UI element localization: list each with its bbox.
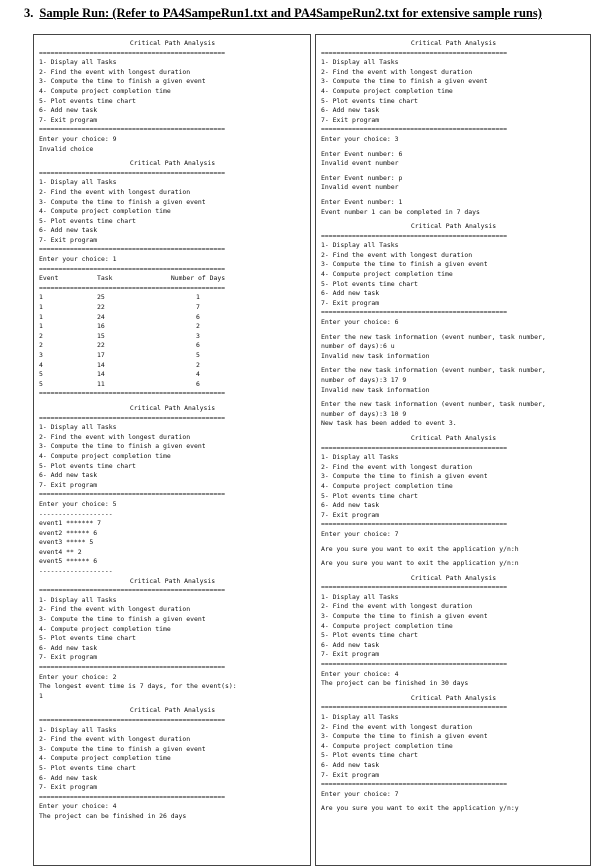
menu-item: 5- Plot events time chart (321, 751, 418, 760)
menu-title: Critical Path Analysis (129, 576, 216, 585)
menu-item: 6- Add new task (39, 773, 98, 782)
menu-item: 5- Plot events time chart (39, 461, 136, 470)
menu-separator: ================================================ (39, 245, 226, 254)
menu-item: 6- Add new task (39, 471, 98, 480)
menu-item: 1- Display all Tasks (321, 453, 399, 462)
menu-item: 7- Exit program (39, 115, 98, 124)
output-line: The project can be finished in 30 days (321, 679, 469, 688)
menu-item: 7- Exit program (321, 510, 380, 519)
menu-separator: ================================================ (39, 168, 226, 177)
sample-run-left-panel (33, 34, 311, 866)
menu-item: 2- Find the event with longest duration (321, 602, 473, 611)
menu-item: 3- Compute the time to finish a given event (39, 615, 206, 624)
table-cell: 17 (97, 351, 105, 359)
menu-item: 4- Compute project completion time (39, 207, 171, 216)
table-cell: 2 (196, 322, 200, 331)
menu-title: Critical Path Analysis (129, 39, 216, 47)
table-cell: 15 (97, 331, 105, 340)
table-row (39, 380, 306, 390)
table-cell: 5 (39, 370, 43, 379)
menu-item: 3- Compute the time to finish a given event (321, 260, 488, 269)
menu-item: 4- Compute project completion time (39, 624, 171, 633)
table-cell: 16 (97, 322, 105, 331)
table-header (39, 274, 306, 284)
menu-separator: ================================================ (39, 663, 226, 671)
menu-separator: ================================================ (321, 48, 508, 57)
menu-item: 4- Compute project completion time (39, 754, 171, 763)
menu-title: Critical Path Analysis (129, 403, 216, 412)
table-cell: 3 (196, 331, 200, 340)
menu-item: 4- Compute project completion time (321, 621, 453, 630)
menu-separator: ================================================ (39, 715, 226, 724)
table-cell: 11 (97, 379, 105, 388)
table-cell: 14 (97, 360, 105, 369)
table-row (39, 370, 306, 380)
menu-item: 3- Compute the time to finish a given event (321, 612, 488, 621)
choice-line: Enter your choice: 4 (321, 669, 399, 678)
choice-line: Enter your choice: 9 (39, 134, 117, 143)
table-cell: 2 (39, 331, 43, 340)
menu-separator: ================================================ (39, 490, 226, 499)
table-row (39, 313, 306, 323)
menu-separator: ================================================ (39, 413, 226, 422)
menu-item: 7- Exit program (321, 298, 380, 307)
error-message: Invalid event number (321, 183, 399, 192)
menu-item: 7- Exit program (39, 480, 98, 489)
prompt-line: Enter the new task information (event number, task number, (321, 400, 546, 409)
menu-item: 6- Add new task (321, 289, 380, 298)
menu-separator: ================================================ (321, 520, 508, 529)
chart-row: event4 ** 2 (39, 547, 82, 556)
table-cell: 2 (39, 341, 43, 350)
menu-separator: ================================================ (321, 780, 508, 789)
menu-item: 3- Compute the time to finish a given event (321, 472, 488, 481)
menu-item: 6- Add new task (39, 643, 98, 652)
menu-item: 2- Find the event with longest duration (39, 432, 191, 441)
menu-item: 4- Compute project completion time (39, 86, 171, 95)
prompt-line: Enter Event number: 1 (321, 197, 403, 206)
menu-item: 2- Find the event with longest duration (321, 462, 473, 471)
menu-item: 1- Display all Tasks (321, 58, 399, 67)
table-cell: 1 (39, 293, 43, 302)
menu-item: 1- Display all Tasks (39, 595, 117, 604)
menu-item: 1- Display all Tasks (39, 178, 117, 187)
error-message: Invalid new task information (321, 351, 430, 360)
menu-item: 1- Display all Tasks (321, 713, 399, 721)
menu-title: Critical Path Analysis (410, 693, 497, 702)
table-row (39, 361, 306, 371)
menu-item: 3- Compute the time to finish a given event (39, 744, 206, 753)
menu-item: 2- Find the event with longest duration (39, 605, 191, 614)
menu-item: 3- Compute the time to finish a given event (321, 77, 488, 86)
menu-item: 7- Exit program (321, 650, 380, 659)
chart-row: event5 ****** 6 (39, 557, 98, 566)
menu-item: 5- Plot events time chart (39, 96, 136, 105)
menu-item: 5- Plot events time chart (39, 763, 136, 772)
menu-separator: ================================================ (321, 308, 508, 317)
section-number: 3. (24, 6, 34, 20)
table-row (39, 303, 306, 313)
menu-item: 3- Compute the time to finish a given event (321, 732, 488, 741)
output-line: Event number 1 can be completed in 7 days (321, 207, 480, 216)
error-message: Invalid event number (321, 159, 399, 168)
prompt-line: Are you sure you want to exit the application y/n:h (321, 544, 519, 553)
table-cell: 6 (196, 341, 200, 350)
table-cell: 7 (196, 303, 200, 312)
menu-item: 3- Compute the time to finish a given event (39, 77, 206, 86)
menu-item: 6- Add new task (321, 640, 380, 649)
menu-item: 7- Exit program (321, 770, 380, 779)
table-cell: 1 (39, 303, 43, 312)
table-cell: 25 (97, 293, 105, 302)
menu-item: 6- Add new task (39, 226, 98, 235)
menu-item: 7- Exit program (321, 115, 380, 124)
menu-item: 1- Display all Tasks (39, 58, 117, 67)
error-message: Invalid choice (39, 144, 94, 153)
menu-separator: ================================================ (321, 125, 508, 134)
menu-item: 1- Display all Tasks (321, 241, 399, 250)
menu-title: Critical Path Analysis (410, 433, 497, 442)
menu-title: Critical Path Analysis (410, 573, 497, 582)
sample-run-right-panel (315, 34, 591, 866)
menu-item: 7- Exit program (39, 235, 98, 244)
table-cell: 14 (97, 370, 105, 379)
menu-item: 5- Plot events time chart (321, 491, 418, 500)
menu-separator: ================================================ (39, 792, 226, 801)
table-cell: 1 (39, 312, 43, 321)
output-line: New task has been added to event 3. (321, 419, 457, 428)
menu-item: 4- Compute project completion time (321, 86, 453, 95)
table-cell: 22 (97, 341, 105, 350)
menu-item: 4- Compute project completion time (39, 451, 171, 460)
menu-item: 2- Find the event with longest duration (321, 250, 473, 259)
table-row (39, 332, 306, 342)
menu-item: 6- Add new task (321, 760, 380, 769)
table-header-cell: Number of Days (170, 274, 226, 283)
menu-item: 5- Plot events time chart (321, 96, 418, 105)
prompt-line: number of days):3 17 9 (321, 376, 407, 384)
menu-item: 1- Display all Tasks (39, 423, 117, 432)
menu-item: 3- Compute the time to finish a given event (39, 197, 206, 206)
menu-item: 5- Plot events time chart (321, 279, 418, 288)
menu-item: 1- Display all Tasks (321, 592, 399, 601)
table-cell: 3 (39, 351, 43, 359)
choice-line: Enter your choice: 6 (321, 318, 399, 327)
menu-item: 5- Plot events time chart (321, 631, 418, 640)
chart-row: event1 ******* 7 (39, 519, 102, 528)
table-cell: 5 (196, 351, 200, 359)
menu-item: 2- Find the event with longest duration (39, 67, 191, 76)
menu-separator: ================================================ (321, 583, 508, 592)
menu-item: 7- Exit program (39, 653, 98, 662)
chart-row: event3 ***** 5 (39, 538, 94, 547)
menu-separator: ================================================ (321, 231, 508, 240)
menu-separator: ================================================ (39, 586, 226, 595)
prompt-line: Enter Event number: p (321, 173, 403, 182)
table-row (39, 322, 306, 332)
prompt-line: number of days):3 10 9 (321, 409, 407, 418)
table-cell: 2 (196, 360, 200, 369)
table-cell: 6 (196, 312, 200, 321)
table-cell: 5 (39, 379, 43, 388)
menu-item: 4- Compute project completion time (321, 270, 453, 279)
menu-item: 4- Compute project completion time (321, 481, 453, 490)
table-row (39, 293, 306, 303)
menu-item: 2- Find the event with longest duration (321, 722, 473, 731)
choice-line: Enter your choice: 7 (321, 789, 399, 798)
menu-title: Critical Path Analysis (129, 706, 216, 715)
prompt-line: Enter the new task information (event number, task number, (321, 366, 546, 375)
menu-title: Critical Path Analysis (129, 159, 216, 168)
menu-item: 6- Add new task (321, 501, 380, 510)
section-heading (24, 6, 604, 21)
output-line: The longest event time is 7 days, for the event(s): (39, 682, 237, 691)
menu-title: Critical Path Analysis (410, 222, 497, 231)
chart-separator: ------------------- (39, 567, 113, 576)
menu-item: 6- Add new task (321, 106, 380, 115)
menu-separator: ================================================ (39, 48, 226, 57)
prompt-line: number of days):6 u (321, 342, 395, 351)
menu-separator: ================================================ (321, 703, 508, 712)
menu-item: 5- Plot events time chart (39, 216, 136, 225)
table-row (39, 341, 306, 351)
table-cell: 4 (196, 370, 200, 379)
menu-title: Critical Path Analysis (410, 39, 497, 47)
output-line: The project can be finished in 26 days (39, 811, 187, 820)
menu-separator: ================================================ (39, 125, 226, 134)
output-line: 1 (39, 691, 43, 700)
table-separator: ================================================ (39, 264, 226, 273)
menu-item: 7- Exit program (39, 783, 98, 792)
table-cell: 1 (196, 293, 200, 302)
choice-line: Enter your choice: 7 (321, 529, 399, 538)
table-header-cell: Event (39, 274, 59, 283)
table-cell: 22 (97, 303, 105, 312)
choice-line: Enter your choice: 4 (39, 802, 117, 811)
menu-item: 1- Display all Tasks (39, 725, 117, 734)
menu-item: 2- Find the event with longest duration (39, 187, 191, 196)
menu-separator: ================================================ (321, 660, 508, 669)
menu-item: 5- Plot events time chart (39, 634, 136, 643)
choice-line: Enter your choice: 3 (321, 134, 399, 143)
choice-line: Enter your choice: 2 (39, 672, 117, 681)
table-cell: 6 (196, 379, 200, 388)
section-heading-text: Sample Run: (Refer to PA4SampeRun1.txt and PA4SampeRun2.txt for extensive sample runs) (39, 6, 542, 20)
table-cell: 4 (39, 360, 43, 369)
menu-item: 3- Compute the time to finish a given event (39, 442, 206, 451)
table-separator: ================================================ (39, 389, 226, 398)
error-message: Invalid new task information (321, 385, 430, 394)
menu-item: 2- Find the event with longest duration (39, 735, 191, 744)
table-header-cell: Task (97, 274, 113, 283)
menu-item: 6- Add new task (39, 106, 98, 115)
table-cell: 24 (97, 312, 105, 321)
choice-line: Enter your choice: 5 (39, 499, 117, 508)
prompt-line: Are you sure you want to exit the application y/n:n (321, 559, 519, 568)
choice-line: Enter your choice: 1 (39, 255, 117, 264)
prompt-line: Are you sure you want to exit the application y/n:y (321, 804, 519, 813)
chart-row: event2 ****** 6 (39, 528, 98, 537)
prompt-line: Enter Event number: 6 (321, 149, 403, 158)
menu-item: 4- Compute project completion time (321, 741, 453, 750)
prompt-line: Enter the new task information (event number, task number, (321, 332, 546, 341)
table-row (39, 351, 306, 361)
chart-separator: ------------------- (39, 509, 113, 518)
menu-item: 2- Find the event with longest duration (321, 67, 473, 76)
table-separator: ================================================ (39, 283, 226, 292)
menu-separator: ================================================ (321, 443, 508, 452)
table-cell: 1 (39, 322, 43, 331)
